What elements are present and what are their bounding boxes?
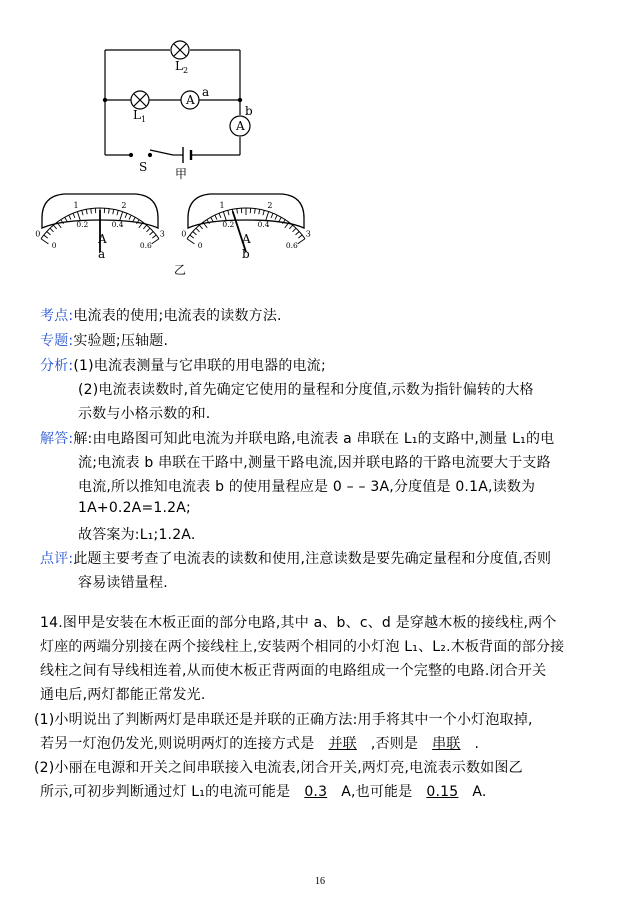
- ammeter-b-symbol: A: [236, 119, 245, 133]
- meter-a-top-tick-label: 0: [35, 229, 41, 239]
- meter-b-bottom-tick-label: 0: [197, 240, 203, 250]
- meter-a-bottom-tick-label: 0.4: [111, 219, 124, 229]
- ammeter-a-label: a: [202, 85, 210, 99]
- q14-line-3: 线柱之间有导线相连着,从而使木板正背两面的电路组成一个完整的电路.闭合开关: [40, 663, 547, 679]
- zhuanti-tag: 专题:: [40, 333, 74, 349]
- figure-jia-caption: 甲: [175, 167, 188, 181]
- meter-a-tick: [152, 239, 159, 244]
- fenxi-line: [40, 355, 326, 375]
- meter-a-tick: [50, 228, 53, 232]
- meter-b-bottom-tick-label: 0.4: [257, 219, 270, 229]
- meter-a-tick: [143, 225, 146, 229]
- meter-a-tick: [41, 239, 48, 244]
- meter-a-top-tick-label: 3: [159, 229, 165, 239]
- meter-b-tick: [190, 235, 194, 238]
- meter-b-bottom-tick-label: 0.6: [285, 240, 298, 250]
- zhuanti-line: [40, 330, 168, 350]
- q14-part2-text: 所示,可初步判断通过灯 L₁的电流可能是: [40, 784, 291, 800]
- jieda-tag: 解答:: [40, 431, 74, 447]
- meter-b-bottom-tick-label: 0.2: [222, 219, 235, 229]
- meter-b-tick: [296, 232, 300, 235]
- meter-a-top-tick-label: 1: [73, 200, 79, 210]
- meter-b-tick: [187, 239, 194, 244]
- q14-line-2: 灯座的两端分别接在两个接线柱上,安装两个相同的小灯泡 L₁、L₂.木板背面的部分接: [40, 639, 565, 655]
- meter-a-tick: [91, 209, 92, 214]
- q14-part1-end: .: [474, 736, 480, 752]
- page-number: 16: [315, 876, 325, 887]
- meter-b-tick: [298, 239, 305, 244]
- q14-answer-parallel: 并联: [328, 736, 357, 752]
- q14-part2-line-2: [40, 781, 487, 801]
- switch-label: S: [139, 160, 148, 174]
- ammeter-figure: [35, 188, 311, 280]
- meter-b-tick: [289, 225, 292, 229]
- meter-b-tick: [255, 209, 256, 214]
- meter-a-bottom-tick-label: 0.2: [76, 219, 89, 229]
- q14-part1-line-2: [40, 733, 479, 753]
- q14-part1-line-1: (1)小明说出了判断两灯是串联还是并联的正确方法:用手将其中一个小灯泡取掉,: [34, 712, 533, 728]
- meter-b-top-tick-label: 3: [305, 229, 311, 239]
- kaodian-tag: 考点:: [40, 308, 74, 324]
- jieda-text-1: 解:由电路图可知此电流为并联电路,电流表 a 串联在 L₁的支路中,测量 L₁的电: [73, 431, 555, 447]
- kaodian-line: [40, 305, 282, 325]
- figure-yi-caption: 乙: [174, 263, 187, 277]
- q14-part1-mid: ,否则是: [370, 736, 419, 752]
- meter-a-tick: [44, 235, 48, 238]
- jieda-text-5: 故答案为:L₁;1.2A.: [78, 527, 196, 543]
- meter-a-tick: [147, 228, 150, 232]
- q14-line-1: 14.图甲是安装在木板正面的部分电路,其中 a、b、c、d 是穿越木板的接线柱,两个: [40, 615, 557, 631]
- q14-part1-text: 若另一灯泡仍发光,则说明两灯的连接方式是: [40, 736, 315, 752]
- meter-a-label: a: [98, 247, 106, 261]
- jieda-text-2: 流;电流表 b 串联在干路中,测量干路电流,因并联电路的干路电流要大于支路: [78, 455, 551, 471]
- meter-b-top-tick-label: 2: [267, 200, 273, 210]
- fenxi-tag: 分析:: [40, 358, 74, 374]
- dianping-line: [40, 548, 551, 568]
- meter-a-tick: [150, 232, 154, 235]
- lamp-l1-label: $L_1$: [133, 108, 147, 124]
- meter-b-top-tick-label: 1: [219, 200, 225, 210]
- meter-b-tick: [298, 235, 302, 238]
- meter-b-tick: [237, 209, 238, 214]
- jieda-text-4: 1A+0.2A=1.2A;: [78, 500, 191, 516]
- meter-b-top-tick-label: 0: [181, 229, 187, 239]
- q14-part2-mid: A,也可能是: [341, 784, 413, 800]
- meter-a-tick: [53, 225, 56, 229]
- circuit-diagram: [95, 30, 275, 180]
- meter-b-unit: A: [242, 232, 251, 246]
- meter-b-tick: [196, 228, 199, 232]
- meter-b-label: b: [242, 247, 250, 261]
- jieda-line: [40, 428, 554, 448]
- q14-answer-series: 串联: [432, 736, 461, 752]
- q14-answer-current-1: 0.3: [304, 784, 328, 800]
- meter-a-tick: [47, 232, 51, 235]
- meter-a-top-tick-label: 2: [121, 200, 127, 210]
- meter-a-bottom-tick-label: 0: [51, 240, 57, 250]
- meter-b-tick: [293, 228, 296, 232]
- ammeter-a-symbol: A: [186, 93, 195, 107]
- q14-answer-current-2: 0.15: [426, 784, 459, 800]
- dianping-tag: 点评:: [40, 551, 74, 567]
- fenxi-text-2a: (2)电流表读数时,首先确定它使用的量程和分度值,示数为指针偏转的大格: [78, 382, 534, 398]
- lamp-l2-label: $L_2$: [175, 59, 189, 75]
- dianping-text-2: 容易读错量程.: [78, 575, 168, 591]
- q14-line-4: 通电后,两灯都能正常发光.: [40, 687, 206, 703]
- jieda-text-3: 电流,所以推知电流表 b 的使用量程应是 0 – – 3A,分度值是 0.1A,读数为: [78, 479, 536, 495]
- kaodian-text: 电流表的使用;电流表的读数方法.: [73, 308, 282, 324]
- q14-part2-end: A.: [472, 784, 487, 800]
- ammeter-b-label: b: [245, 104, 253, 118]
- q14-part2-line-1: (2)小丽在电源和开关之间串联接入电流表,闭合开关,两灯亮,电流表示数如图乙: [34, 760, 523, 776]
- meter-a-bottom-tick-label: 0.6: [139, 240, 152, 250]
- fenxi-text-2b: 示数与小格示数的和.: [78, 406, 211, 422]
- meter-b-tick: [199, 225, 202, 229]
- zhuanti-text: 实验题;压轴题.: [73, 333, 169, 349]
- meter-b-tick: [193, 232, 197, 235]
- meter-a-tick: [109, 209, 110, 214]
- meter-a-unit: A: [98, 232, 107, 246]
- dianping-text-1: 此题主要考查了电流表的读数和使用,注意读数是要先确定量程和分度值,否则: [73, 551, 552, 567]
- meter-a-tick: [152, 235, 156, 238]
- fenxi-text-1: (1)电流表测量与它串联的用电器的电流;: [73, 358, 326, 374]
